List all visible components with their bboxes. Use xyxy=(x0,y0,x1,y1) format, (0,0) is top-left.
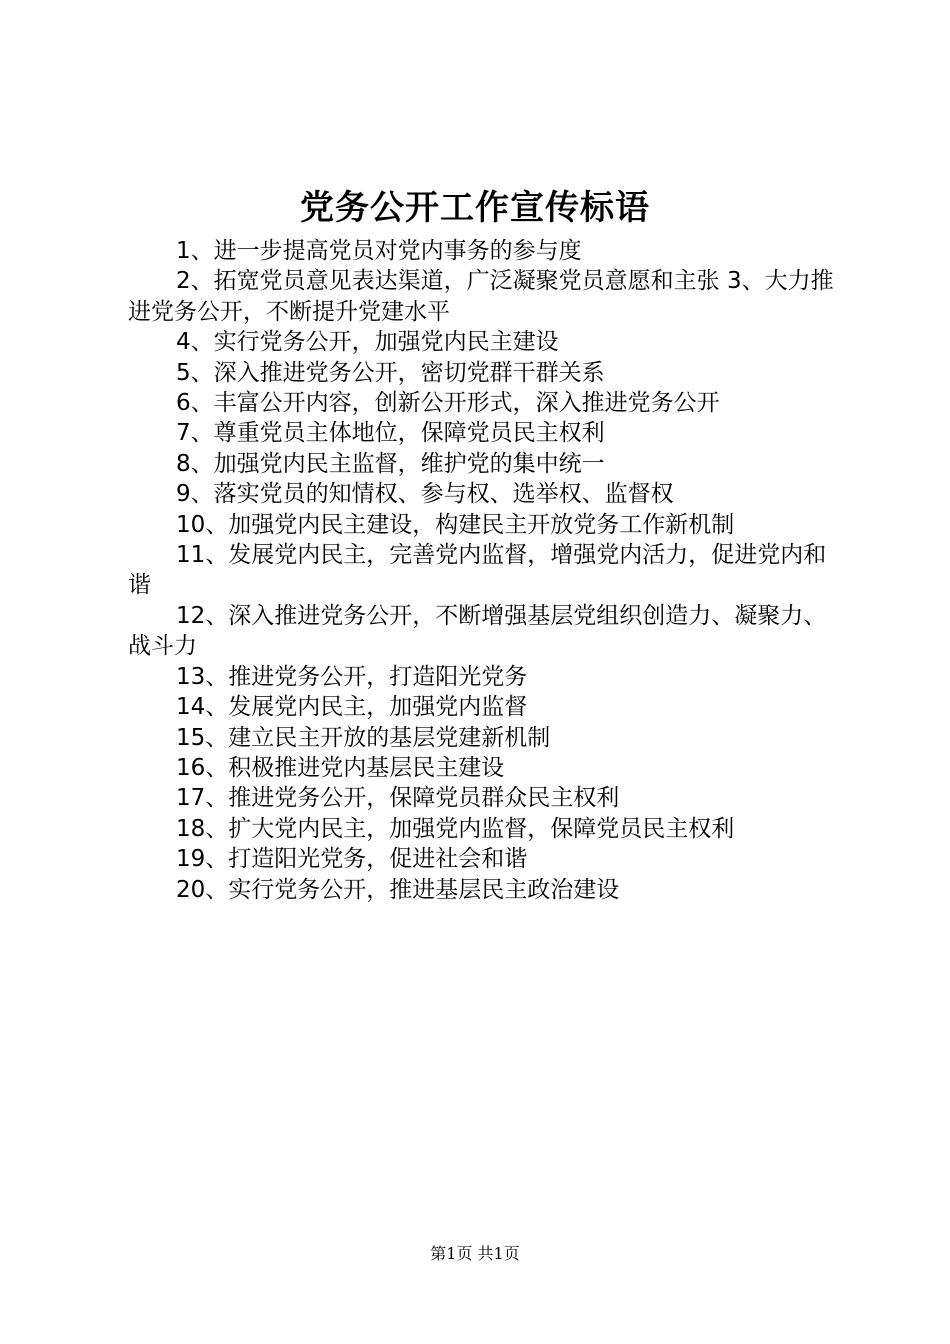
slogan-item: 20、实行党务公开，推进基层民主政治建设 xyxy=(176,876,620,903)
slogan-item: 15、建立民主开放的基层党建新机制 xyxy=(176,724,551,751)
slogan-item: 18、扩大党内民主，加强党内监督，保障党员民主权利 xyxy=(176,815,735,842)
slogan-item: 13、推进党务公开，打造阳光党务 xyxy=(176,663,528,690)
slogan-item: 7、尊重党员主体地位，保障党员民主权利 xyxy=(176,420,605,447)
slogan-item: 10、加强党内民主建设，构建民主开放党务工作新机制 xyxy=(176,511,735,538)
slogan-list xyxy=(128,236,838,905)
page-number-footer: 第1页 共1页 xyxy=(430,1244,520,1263)
slogan-item: 2、拓宽党员意见表达渠道，广泛凝聚党员意愿和主张 3、大力推进党务公开，不断提升党建水平 xyxy=(128,268,834,325)
slogan-item: 17、推进党务公开，保障党员群众民主权利 xyxy=(176,785,620,812)
slogan-item: 12、深入推进党务公开，不断增强基层党组织创造力、凝聚力、战斗力 xyxy=(128,602,827,660)
page-title: 党务公开工作宣传标语 xyxy=(300,188,650,228)
slogan-item: 9、落实党员的知情权、参与权、选举权、监督权 xyxy=(176,481,674,508)
slogan-item: 1、进一步提高党员对党内事务的参与度 xyxy=(176,238,582,264)
slogan-item: 11、发展党内民主，完善党内监督，增强党内活力，促进党内和谐 xyxy=(128,542,827,599)
slogan-item: 4、实行党务公开，加强党内民主建设 xyxy=(176,329,559,356)
slogan-item: 16、积极推进党内基层民主建设 xyxy=(176,754,505,781)
slogan-item: 14、发展党内民主，加强党内监督 xyxy=(176,694,528,721)
slogan-item: 19、打造阳光党务，促进社会和谐 xyxy=(176,846,528,873)
slogan-item: 6、丰富公开内容，创新公开形式，深入推进党务公开 xyxy=(176,390,720,417)
slogan-item: 5、深入推进党务公开，密切党群干群关系 xyxy=(176,359,605,386)
slogan-item: 8、加强党内民主监督，维护党的集中统一 xyxy=(176,450,605,477)
